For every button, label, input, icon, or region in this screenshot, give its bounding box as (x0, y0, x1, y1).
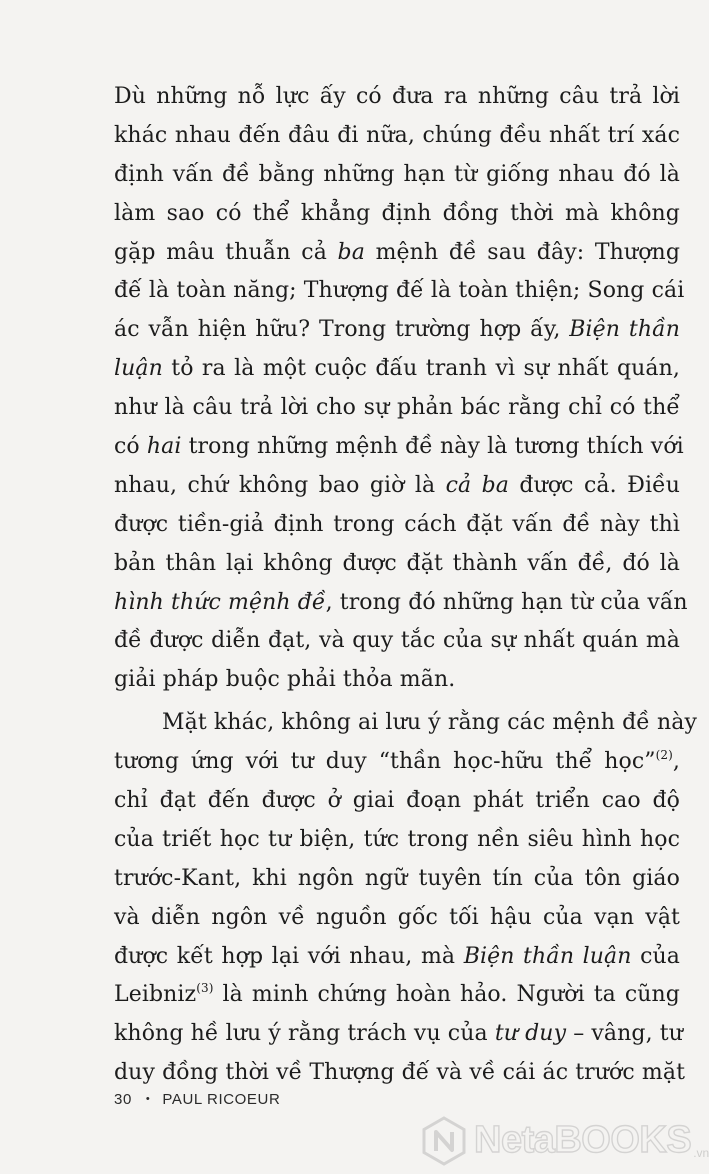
text-line: trước-Kant, khi ngôn ngữ tuyên tín của tôn giáo (114, 865, 680, 891)
watermark (420, 1107, 709, 1174)
text-line: Leibniz$^{(3)}$ là minh chứng hoàn hảo. Người ta cũng (114, 981, 680, 1008)
text-line: luận tỏ ra là một cuộc đấu tranh vì sự nhất quán, (114, 356, 680, 382)
text-line: tương ứng với tư duy “thần học-hữu thể học”$^{(2)}$, (114, 748, 680, 775)
text-line: của triết học tư biện, tức trong nền siêu hình học (114, 826, 680, 852)
emphasis: ba (337, 239, 365, 265)
footnote-ref: (2) (655, 748, 673, 763)
emphasis: hai (146, 434, 182, 460)
text-line: làm sao có thể khẳng định đồng thời mà không (114, 200, 680, 226)
text-line: được tiền-giả định trong cách đặt vấn đề này thì (114, 511, 680, 537)
netabooks-logo-icon (420, 1115, 468, 1167)
emphasis: Biện thần luận (463, 943, 632, 969)
text-line: bản thân lại không được đặt thành vấn đề, đó là (114, 550, 680, 576)
text-line: và diễn ngôn về nguồn gốc tối hậu của vạn vật (114, 904, 680, 930)
text-line: khác nhau đến đâu đi nữa, chúng đều nhất trí xác (114, 122, 680, 148)
text-line: Mặt khác, không ai lưu ý rằng các mệnh đề này (162, 710, 697, 736)
emphasis: Biện thần (569, 317, 680, 343)
text-line: như là câu trả lời cho sự phản bác rằng chỉ có thể (114, 395, 680, 421)
text-line: gặp mâu thuẫn cả ba mệnh đề sau đây: Thượng (114, 239, 680, 265)
footnote-ref: (3) (196, 981, 214, 996)
text-line: Dù những nỗ lực ấy có đưa ra những câu trả lời (114, 84, 680, 109)
text-line: hình thức mệnh đề, trong đó những hạn từ của vấn (114, 589, 688, 615)
text-line: đế là toàn năng; Thượng đế là toàn thiện; Song cái (114, 278, 685, 304)
emphasis: luận (114, 356, 163, 382)
text-line: nhau, chứ không bao giờ là cả ba được cả. Điều (114, 472, 680, 498)
page-footer (114, 1091, 280, 1108)
text-line: chỉ đạt đến được ở giai đoạn phát triển cao độ (114, 788, 680, 814)
footer-separator: • (145, 1093, 151, 1105)
text-line: đề được diễn đạt, và quy tắc của sự nhất quán mà (114, 628, 680, 654)
author-name: PAUL RICOEUR (162, 1091, 281, 1108)
emphasis: hình thức mệnh đề (114, 589, 326, 615)
text-line: duy đồng thời về Thượng đế và về cái ác trước mặt (114, 1060, 686, 1086)
text-line: được kết hợp lại với nhau, mà Biện thần luận của (114, 943, 681, 969)
text-line: định vấn đề bằng những hạn từ giống nhau đó là (114, 161, 680, 187)
body-text (114, 78, 697, 1093)
watermark-brand: NetaBOOKS (474, 1119, 692, 1161)
text-line: ác vẫn hiện hữu? Trong trường hợp ấy, Biện thần (114, 317, 680, 343)
watermark-suffix: .vn (693, 1146, 709, 1160)
page-number: 30 (114, 1091, 132, 1108)
text-line: giải pháp buộc phải thỏa mãn. (114, 667, 456, 693)
emphasis: cả ba (445, 472, 510, 498)
text-line: không hề lưu ý rằng trách vụ của tư duy – vâng, tư (114, 1021, 683, 1047)
text-line: có hai trong những mệnh đề này là tương thích với (114, 434, 684, 460)
emphasis: tư duy (494, 1021, 567, 1047)
